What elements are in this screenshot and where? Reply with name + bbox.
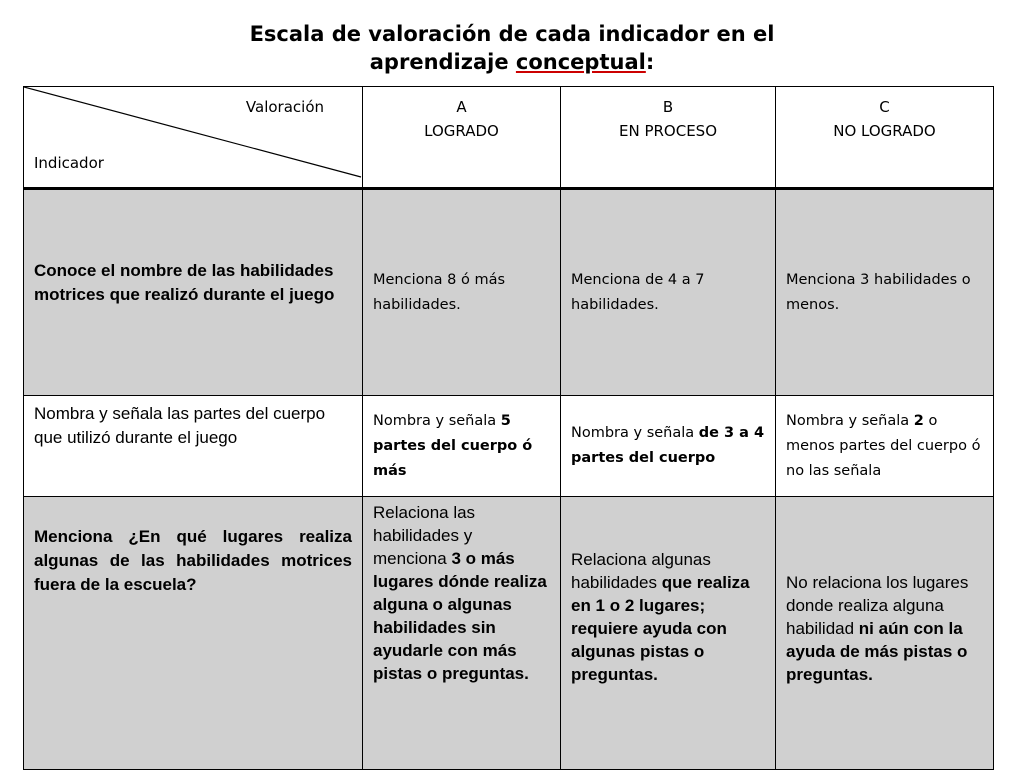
level-a-cell — [363, 497, 561, 770]
level-a-text: Menciona 8 ó más habilidades. — [373, 271, 506, 313]
rating-scale-table — [23, 86, 994, 770]
level-a-text-start: Relaciona las habilidades y menciona — [373, 503, 476, 568]
level-a-bold-text: partes del cuerpo ó más — [373, 437, 533, 479]
indicator-text: Conoce el nombre de las habilidades motrices que realizó durante el juego — [34, 260, 335, 304]
indicador-label: Indicador — [34, 154, 104, 172]
table-row — [24, 497, 994, 770]
level-a-text — [363, 409, 560, 484]
column-header-c — [776, 87, 994, 189]
level-a-bold-text: 3 o más lugares dónde realiza alguna o algunas habilidades sin ayudarle con más pistas o preguntas. — [373, 549, 547, 683]
table-row — [24, 189, 994, 396]
level-b-cell — [561, 189, 776, 396]
title-line-2-start: aprendizaje — [369, 50, 516, 74]
title-colon: : — [645, 50, 655, 74]
level-c-bold-number: 2 — [913, 412, 924, 429]
level-b-text-start: Nombra y señala — [571, 425, 699, 441]
indicator-cell — [24, 497, 363, 770]
indicator-text: Menciona ¿En qué lugares realiza algunas de las habilidades motrices fuera de la escuela? — [34, 527, 352, 594]
level-b-text-start: Relaciona algunas habilidades — [571, 550, 711, 592]
title-line-1: Escala de valoración de cada indicador en el — [249, 22, 775, 46]
title-underlined-word: conceptual — [515, 50, 646, 74]
level-c-text-end: o menos partes del cuerpo ó no las señala — [786, 412, 981, 479]
level-c-bold-text: ni aún con la ayuda de más pistas o preguntas. — [786, 618, 968, 684]
level-b-bold-text: que realiza en 1 o 2 lugares; requiere ayuda con algunas pistas o preguntas. — [571, 573, 750, 684]
column-c-letter: C — [879, 98, 890, 116]
level-b-text — [561, 421, 775, 471]
corner-header-cell — [24, 87, 363, 189]
indicator-cell — [24, 189, 363, 396]
level-c-text — [776, 571, 993, 686]
level-c-text: Menciona 3 habilidades o menos. — [786, 271, 971, 313]
level-b-cell — [561, 396, 776, 497]
level-b-text — [561, 548, 775, 686]
valoracion-label: Valoración — [245, 98, 324, 116]
header-row — [24, 87, 994, 189]
level-b-bold-text: de 3 a 4 partes del cuerpo — [571, 425, 765, 466]
indicator-text: Nombra y señala las partes del cuerpo que utilizó durante el juego — [34, 404, 326, 447]
column-b-label: EN PROCESO — [618, 122, 718, 140]
level-c-text-start: No relaciona los lugares donde realiza alguna habilidad — [786, 572, 969, 638]
level-c-text-start: Nombra y señala — [786, 412, 914, 429]
level-a-cell — [363, 396, 561, 497]
indicator-cell — [24, 396, 363, 497]
column-c-label: NO LOGRADO — [833, 122, 936, 140]
level-a-bold-number: 5 — [500, 412, 511, 429]
page-title — [0, 20, 1024, 76]
level-b-text: Menciona de 4 a 7 habilidades. — [571, 271, 705, 313]
level-c-cell — [776, 497, 994, 770]
column-a-letter: A — [456, 98, 467, 116]
level-b-cell — [561, 497, 776, 770]
level-c-cell — [776, 189, 994, 396]
column-header-a — [363, 87, 561, 189]
level-a-text — [363, 497, 560, 685]
level-a-text-start: Nombra y señala — [373, 412, 501, 429]
table-row — [24, 396, 994, 497]
level-c-cell — [776, 396, 994, 497]
level-c-text — [776, 409, 993, 484]
column-b-letter: B — [662, 98, 674, 116]
level-a-cell — [363, 189, 561, 396]
title-line-2 — [0, 48, 1024, 76]
column-a-label: LOGRADO — [424, 122, 499, 140]
column-header-b — [561, 87, 776, 189]
